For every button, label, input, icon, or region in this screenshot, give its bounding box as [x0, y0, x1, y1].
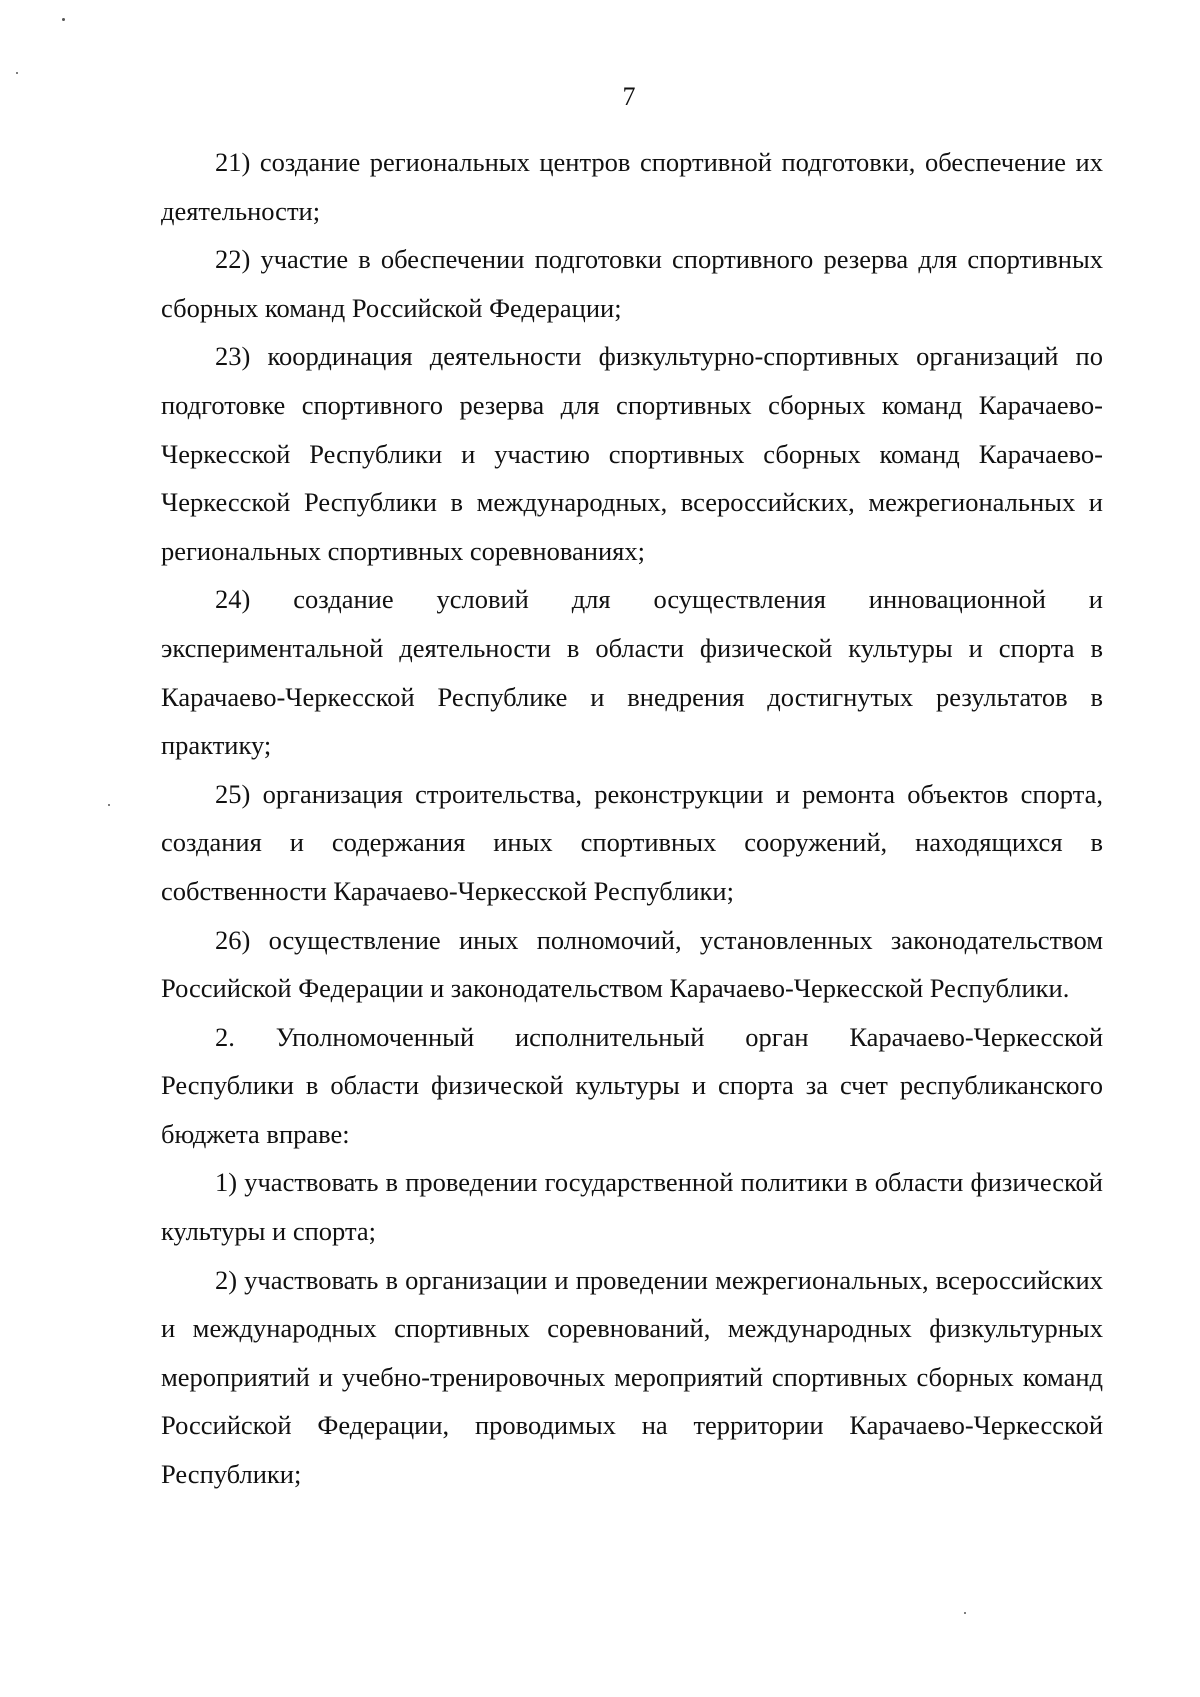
- paragraph-item-24: 24) создание условий для осуществления инновационной и экспериментальной деятельности в области физической культуры и спорта в Карачаево-Черкесской Республике и внедрения достигнутых результатов в практику;: [161, 584, 1103, 761]
- paragraph-item-25: 25) организация строительства, реконструкции и ремонта объектов спорта, создания и содержания иных спортивных сооружений, находящихся в собственности Карачаево-Черкесской Республики;: [161, 778, 1103, 906]
- section-2-item-2: 2) участвовать в организации и проведении межрегиональных, всероссийских и международных спортивных соревнований, международных физкультурных мероприятий и учебно-тренировочных мероприятий спортивных сборных команд Российской Федерации, проводимых на территории Карачаево-Черкесской Республики;: [161, 1264, 1103, 1490]
- paragraph-item-21: 21) создание региональных центров спортивной подготовки, обеспечение их деятельности;: [161, 147, 1103, 226]
- scan-speck: [62, 18, 65, 21]
- scan-speck: [108, 804, 110, 806]
- paragraph-item-22: 22) участие в обеспечении подготовки спортивного резерва для спортивных сборных команд Российской Федерации;: [161, 244, 1103, 323]
- document-body: [161, 138, 1103, 1499]
- scan-speck: [16, 72, 18, 74]
- scan-speck: [964, 1612, 966, 1614]
- page-number: 7: [622, 82, 636, 111]
- section-2-intro: 2. Уполномоченный исполнительный орган Карачаево-Черкесской Республики в области физической культуры и спорта за счет республиканского бюджета вправе:: [161, 1021, 1103, 1149]
- paragraph-item-26: 26) осуществление иных полномочий, установленных законодательством Российской Федерации и законодательством Карачаево-Черкесской Республики.: [161, 924, 1103, 1004]
- section-2-item-1: 1) участвовать в проведении государственной политики в области физической культуры и спорта;: [161, 1167, 1103, 1247]
- paragraph-item-23: 23) координация деятельности физкультурно-спортивных организаций по подготовке спортивного резерва для спортивных сборных команд Карачаево-Черкесской Республики и участию спортивных сборных команд Карачаево-Черкесской Республики в международных, всероссийских, межрегиональных и региональных спортивных соревнованиях;: [161, 341, 1103, 566]
